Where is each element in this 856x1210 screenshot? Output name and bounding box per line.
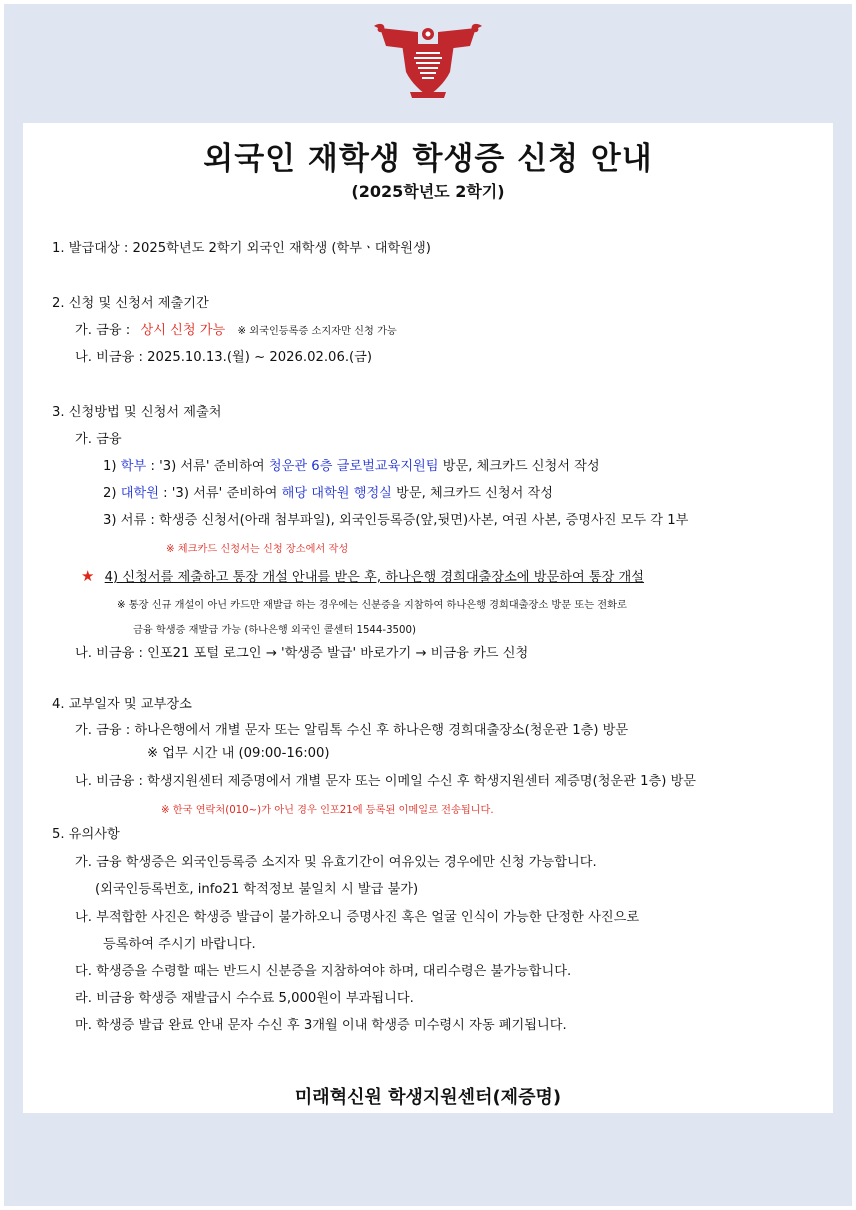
page-title: 외국인 재학생 학생증 신청 안내: [203, 141, 653, 177]
step-number: 2): [103, 486, 117, 501]
precaution-d: 라. 비금융 학생증 재발급시 수수료 5,000원이 부과됩니다.: [75, 991, 414, 1006]
step-4-text: 4) 신청서를 제출하고 통장 개설 안내를 받은 후, 하나은행 경희대출장소에 방문하여 통장 개설: [104, 570, 645, 585]
star-icon: ★: [81, 567, 95, 585]
step-text: 방문, 체크카드 신청서 작성: [396, 486, 554, 501]
section-2-heading: 2. 신청 및 신청서 제출기간: [52, 296, 209, 311]
section-3-item-b: 나. 비금융 : 인포21 포털 로그인 → '학생증 발급' 바로가기 → 비금융 카드 신청: [75, 646, 529, 661]
reissue-note-line-2: 금융 학생증 재발급 가능 (하나은행 외국인 콜센터 1544-3500): [133, 625, 416, 636]
precaution-b-line-2: 등록하여 주시기 바랍니다.: [103, 937, 256, 952]
undergrad-label: 학부: [120, 459, 147, 474]
undergrad-office-place: 청운관 6층 글로벌교육지원팀: [268, 459, 439, 474]
step-text: 방문, 체크카드 신청서 작성: [442, 459, 600, 474]
step-text: : '3) 서류' 준비하여: [163, 486, 278, 501]
university-emblem-logo: [372, 22, 484, 100]
section-5-heading: 5. 유의사항: [52, 827, 120, 842]
item-a-label: 가. 금융 :: [75, 323, 131, 338]
grad-label: 대학원: [120, 486, 159, 501]
section-4-item-a: 가. 금융 : 하나은행에서 개별 문자 또는 알림톡 수신 후 하나은행 경희대출장소(청운관 1층) 방문: [75, 723, 629, 738]
step-number: 1): [103, 459, 117, 474]
checkcard-form-note: ※ 체크카드 신청서는 신청 장소에서 작성: [166, 544, 349, 555]
section-3-step-3: 3) 서류 : 학생증 신청서(아래 첨부파일), 외국인등록증(앞,뒷면)사본, 여권 사본, 증명사진 모두 각 1부: [103, 513, 689, 528]
section-3-step-4: [81, 567, 644, 587]
precaution-e: 마. 학생증 발급 완료 안내 문자 수신 후 3개월 이내 학생증 미수령시 자동 폐기됩니다.: [75, 1018, 567, 1033]
step-text: : '3) 서류' 준비하여: [150, 459, 265, 474]
precaution-a-line-1: 가. 금융 학생증은 외국인등록증 소지자 및 유효기간이 여유있는 경우에만 신청 가능합니다.: [75, 855, 597, 870]
section-1-eligibility: 1. 발급대상 : 2025학년도 2학기 외국인 재학생 (학부ㆍ대학원생): [52, 241, 431, 256]
issuing-office: 미래혁신원 학생지원센터(제증명): [294, 1087, 562, 1108]
precaution-a-line-2: (외국인등록번호, info21 학적정보 불일치 시 발급 불가): [95, 882, 419, 897]
section-3-step-2: [103, 485, 553, 503]
section-2-item-a: [75, 322, 397, 341]
section-3-item-a: 가. 금융: [75, 432, 122, 447]
precaution-c: 다. 학생증을 수령할 때는 반드시 신분증을 지참하여야 하며, 대리수령은 불가능합니다.: [75, 964, 572, 979]
reissue-note-line-1: ※ 통장 신규 개설이 아닌 카드만 재발급 하는 경우에는 신분증을 지참하여 하나은행 경희대출장소 방문 또는 전화로: [117, 600, 627, 611]
grad-office-place: 해당 대학원 행정실: [281, 486, 392, 501]
always-open-highlight: 상시 신청 가능: [140, 323, 226, 338]
section-3-step-1: [103, 458, 600, 476]
item-a-note: ※ 외국인등록증 소지자만 신청 가능: [237, 326, 397, 337]
section-4-heading: 4. 교부일자 및 교부장소: [52, 697, 192, 712]
notice-sheet: [23, 123, 833, 1113]
precaution-b-line-1: 나. 부적합한 사진은 학생증 발급이 불가하오니 증명사진 혹은 얼굴 인식이 가능한 단정한 사진으로: [75, 910, 640, 925]
section-3-heading: 3. 신청방법 및 신청서 제출처: [52, 405, 222, 420]
section-2-item-b: 나. 비금융 : 2025.10.13.(월) ~ 2026.02.06.(금): [75, 350, 373, 365]
business-hours-note: ※ 업무 시간 내 (09:00-16:00): [147, 746, 330, 761]
section-4-item-b: 나. 비금융 : 학생지원센터 제증명에서 개별 문자 또는 이메일 수신 후 학생지원센터 제증명(청운관 1층) 방문: [75, 774, 697, 789]
page-subtitle: (2025학년도 2학기): [351, 182, 505, 201]
email-delivery-note: ※ 한국 연락처(010~)가 아닌 경우 인포21에 등록된 이메일로 전송됩니다.: [161, 805, 494, 816]
